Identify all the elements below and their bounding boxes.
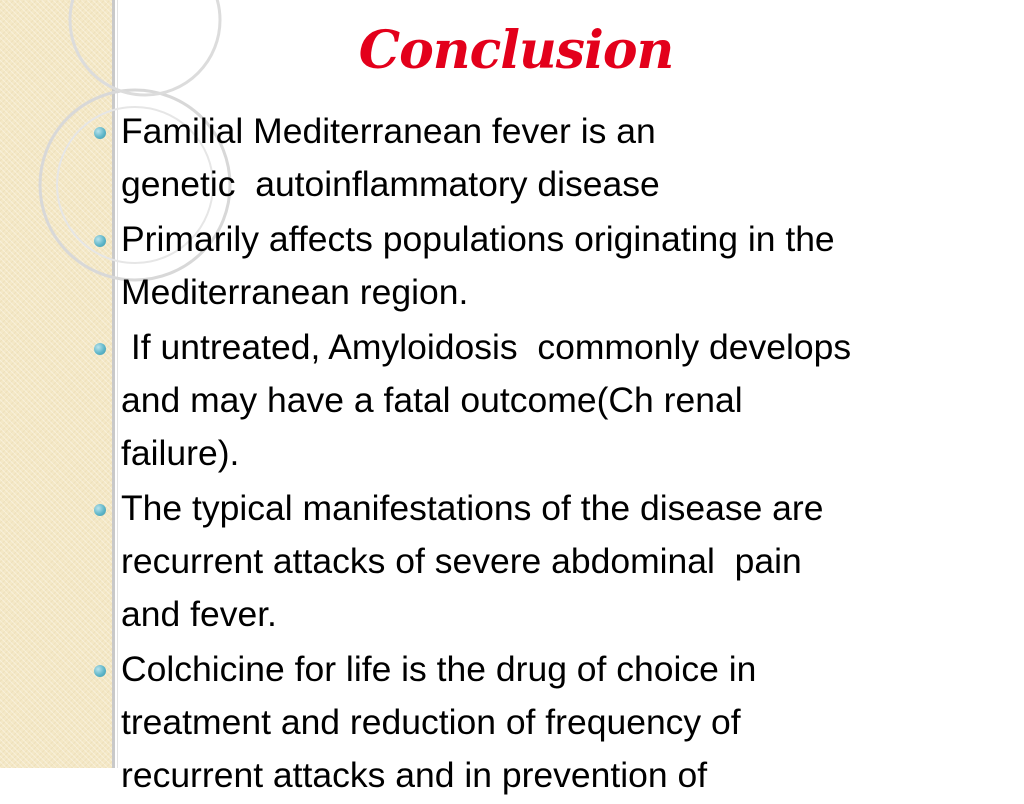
bullet-text: The typical manifestations of the disease are recurrent attacks of severe abdominal pain and fever. <box>121 488 824 634</box>
bullet-dot-icon <box>94 127 106 139</box>
bullet-list <box>90 105 1020 804</box>
bullet-text: Familial Mediterranean fever is an genetic autoinflammatory disease <box>121 111 660 204</box>
bullet-text: If untreated, Amyloidosis commonly develops and may have a fatal outcome(Ch renal failure). <box>121 327 852 473</box>
bullet-item <box>90 321 1020 480</box>
bullet-dot-icon <box>94 343 106 355</box>
bullet-text: Colchicine for life is the drug of choice in treatment and reduction of frequency of recurrent attacks and in prevention of <box>121 649 757 795</box>
bullet-item <box>90 482 1020 641</box>
bullet-dot-icon <box>94 504 106 516</box>
bullet-dot-icon <box>94 235 106 247</box>
bullet-item <box>90 643 1020 802</box>
bullet-dot-icon <box>94 665 106 677</box>
bullet-item <box>90 105 1020 211</box>
bullet-text: Primarily affects populations originating in the Mediterranean region. <box>121 219 835 312</box>
slide-title: Conclusion <box>358 20 674 81</box>
bullet-item <box>90 213 1020 319</box>
